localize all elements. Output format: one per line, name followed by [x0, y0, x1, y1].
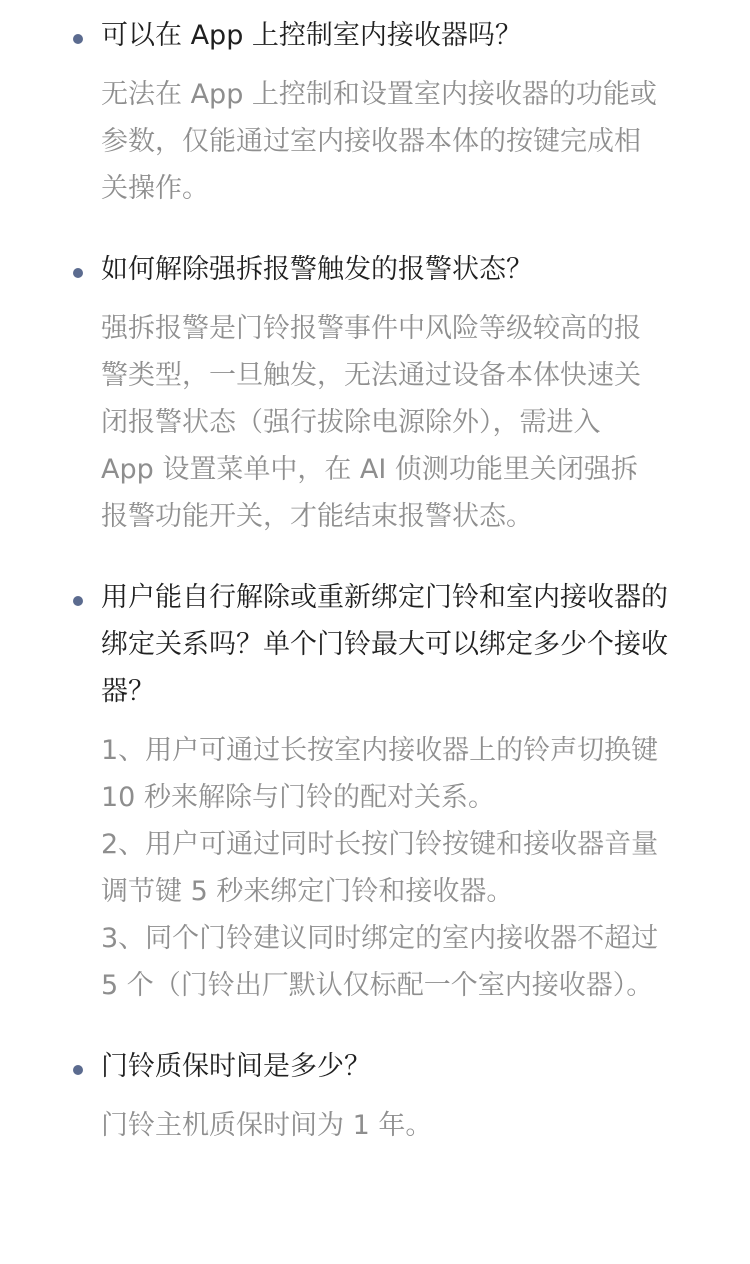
faq-item-binding	[0, 574, 750, 1009]
faq-question: 如何解除强拆报警触发的报警状态？	[101, 254, 533, 285]
bullet-dot-icon	[73, 596, 83, 606]
bullet-dot-icon	[73, 268, 83, 278]
faq-item-warranty	[0, 1043, 750, 1149]
faq-answer	[101, 1102, 661, 1149]
bullet-dot-icon	[73, 34, 83, 44]
faq-item-tamper-alarm	[0, 246, 750, 540]
faq-answer-paragraph: 无法在 App 上控制和设置室内接收器的功能或参数，仅能通过室内接收器本体的按键完成相关操作。	[101, 79, 657, 204]
faq-answer-paragraph: 强拆报警是门铃报警事件中风险等级较高的报警类型，一旦触发，无法通过设备本体快速关闭报警状态（强行拔除电源除外），需进入 App 设置菜单中，在 AI 侦测功能里关闭强拆报警功能开关，才能结束报警状态。	[101, 313, 641, 532]
faq-answer-paragraph: 3、同个门铃建议同时绑定的室内接收器不超过 5 个（门铃出厂默认仅标配一个室内接收器）。	[101, 923, 659, 1001]
faq-answer-paragraph: 门铃主机质保时间为 1 年。	[101, 1110, 433, 1141]
faq-list	[0, 12, 750, 1183]
faq-answer	[101, 71, 661, 212]
faq-answer	[101, 727, 661, 1009]
faq-answer	[101, 305, 661, 540]
faq-item-app-control	[0, 12, 750, 212]
faq-question: 用户能自行解除或重新绑定门铃和室内接收器的绑定关系吗？单个门铃最大可以绑定多少个接收器？	[101, 582, 668, 707]
bullet-dot-icon	[73, 1065, 83, 1075]
faq-answer-paragraph: 2、用户可通过同时长按门铃按键和接收器音量调节键 5 秒来绑定门铃和接收器。	[101, 829, 659, 907]
faq-question: 门铃质保时间是多少？	[101, 1051, 371, 1082]
faq-answer-paragraph: 1、用户可通过长按室内接收器上的铃声切换键 10 秒来解除与门铃的配对关系。	[101, 735, 659, 813]
faq-question: 可以在 App 上控制室内接收器吗？	[101, 20, 522, 51]
